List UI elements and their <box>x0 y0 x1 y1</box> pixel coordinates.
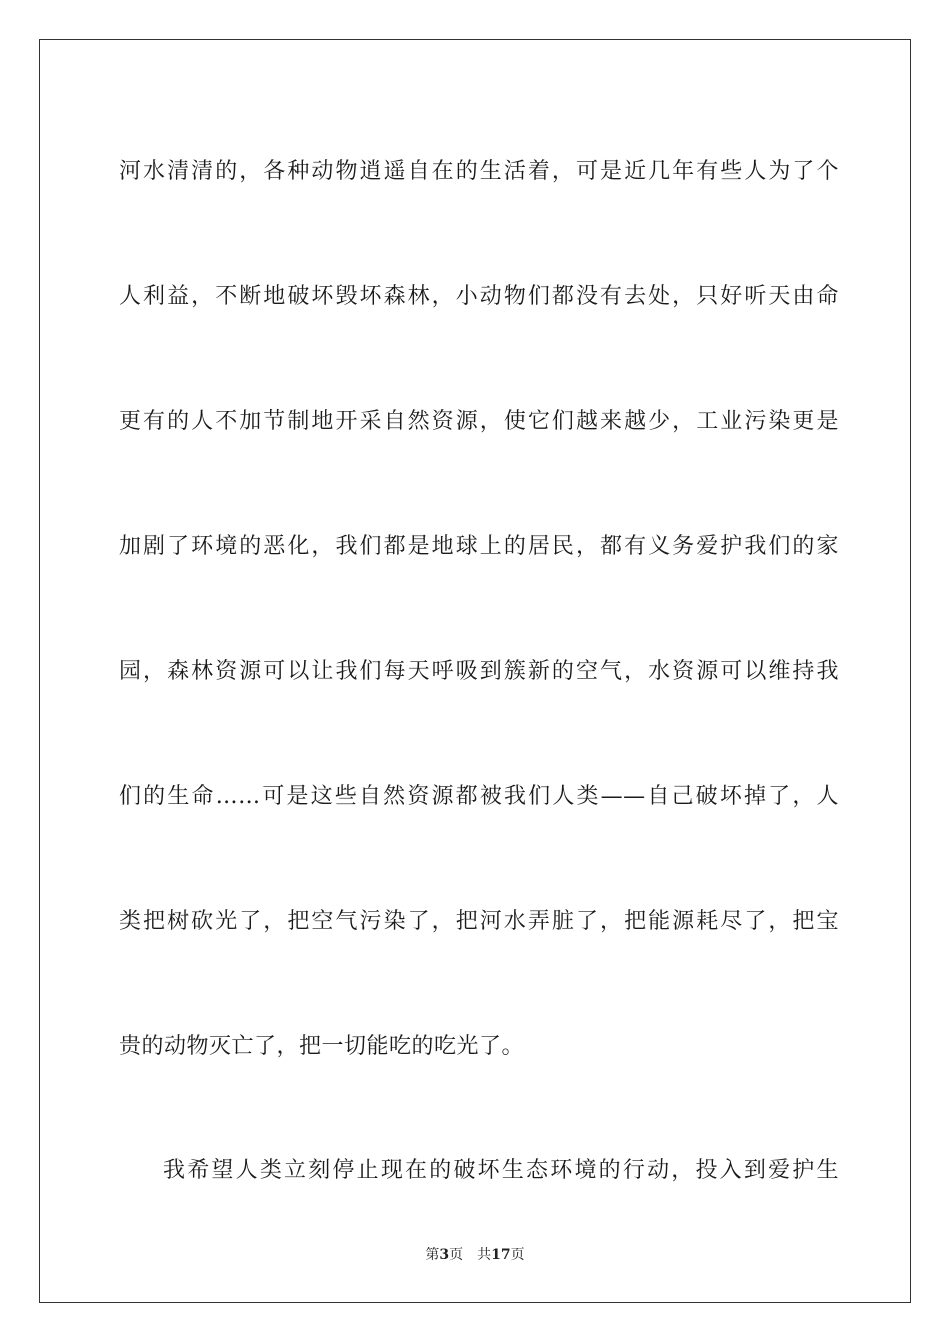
text-line-2: 人利益，不断地破坏毁坏森林，小动物们都没有去处，只好听天由命 <box>119 284 839 309</box>
text-line-6: 们的生命……可是这些自然资源都被我们人类——自己破坏掉了，人 <box>119 784 839 809</box>
text-line-5: 园，森林资源可以让我们每天呼吸到簇新的空气，水资源可以维持我 <box>119 659 839 684</box>
text-line-4: 加剧了环境的恶化，我们都是地球上的居民，都有义务爱护我们的家 <box>119 534 839 559</box>
text-line-3: 更有的人不加节制地开采自然资源，使它们越来越少，工业污染更是 <box>119 409 839 434</box>
footer-page-prefix: 第 <box>425 1247 440 1263</box>
footer-total-prefix: 共 <box>477 1247 492 1263</box>
footer-total-unit: 页 <box>510 1247 525 1263</box>
footer-page-current: 3 <box>439 1247 450 1263</box>
footer-page-total: 17 <box>491 1247 511 1263</box>
text-line-1: 河水清清的，各种动物逍遥自在的生活着，可是近几年有些人为了个 <box>119 159 839 184</box>
text-line-7: 类把树砍光了，把空气污染了，把河水弄脏了，把能源耗尽了，把宝 <box>119 909 839 934</box>
footer-page-unit: 页 <box>449 1247 464 1263</box>
text-line-8: 贵的动物灭亡了，把一切能吃的吃光了。 <box>119 1034 525 1059</box>
page-footer <box>0 1246 950 1264</box>
text-line-9-paragraph-start: 我希望人类立刻停止现在的破坏生态环境的行动，投入到爱护生 <box>163 1158 839 1183</box>
